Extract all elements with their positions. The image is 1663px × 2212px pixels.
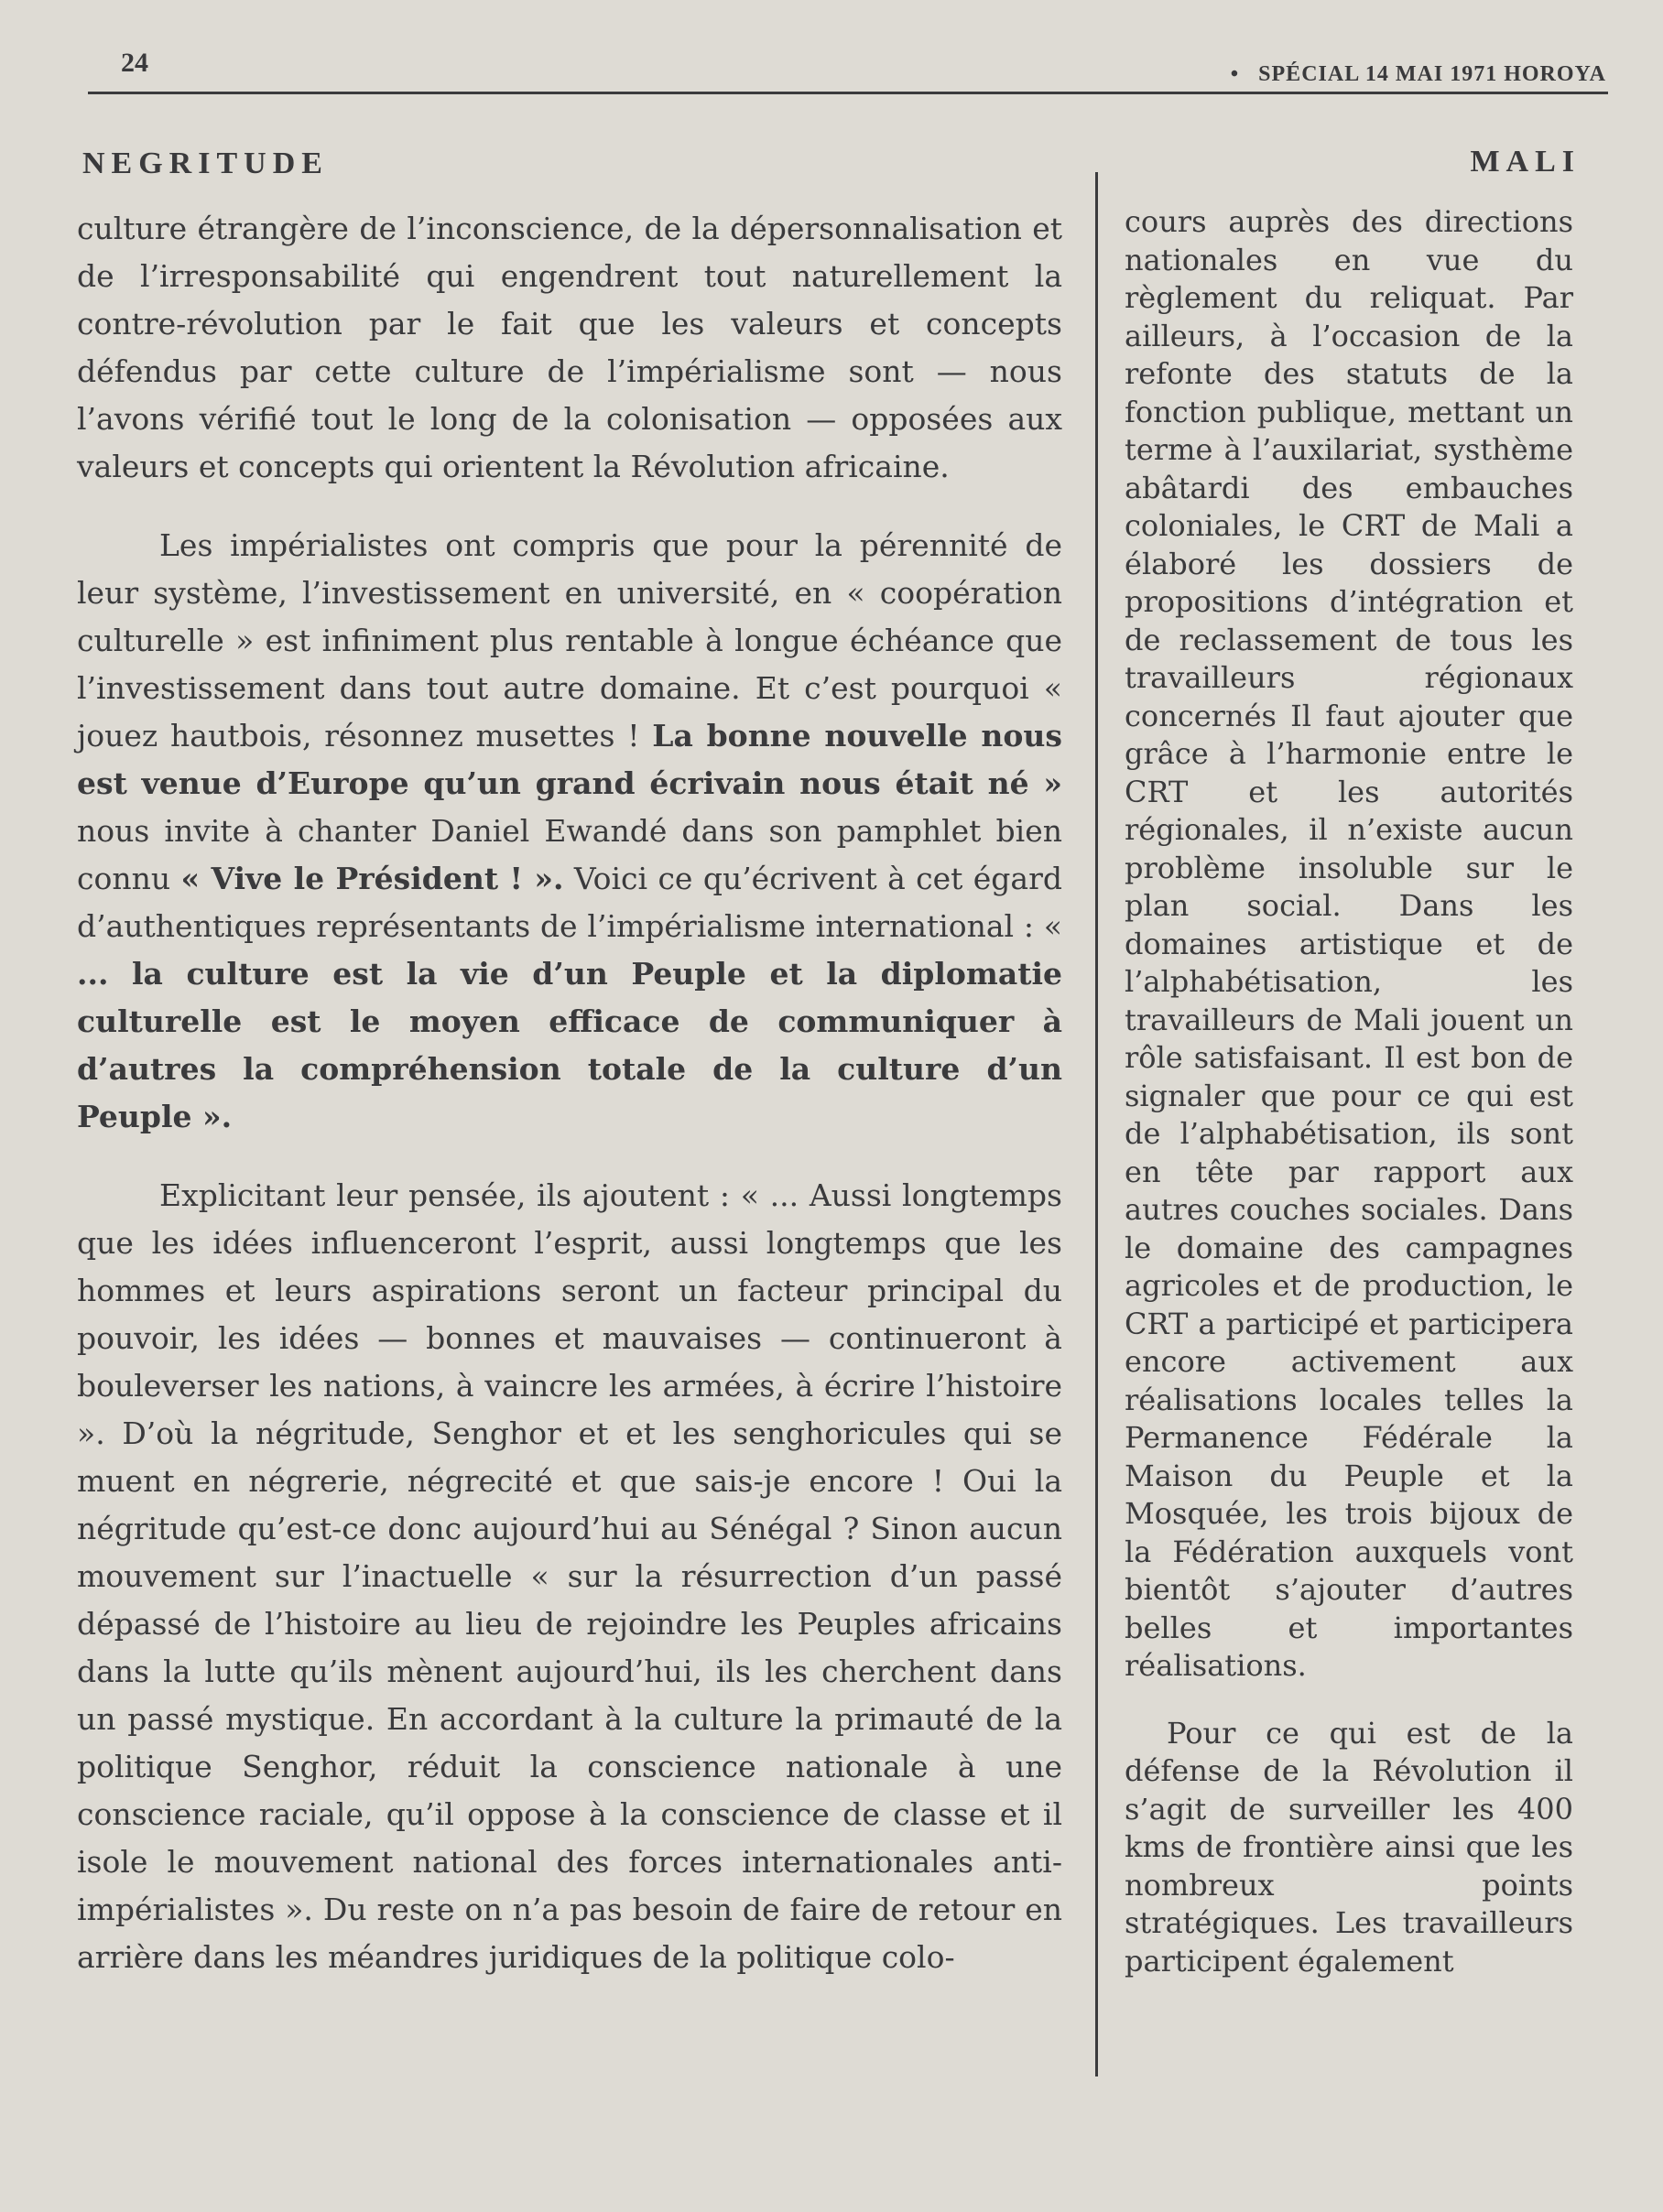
header-bullet: • <box>1230 62 1240 86</box>
paragraph-2-bold-quote-2: ... la culture est la vie d’un Peuple et la diplomatie culturelle est le moyen efficace de communiquer à d’autres la compréhension totale de la culture d’un Peuple ». <box>77 956 1062 1134</box>
header-rule <box>88 92 1608 94</box>
paragraph-3: Explicitant leur pensée, ils ajoutent : « ... Aussi longtemps que les idées influenceront l’esprit, aussi longtemps que les hommes et leurs aspirations seront un facteur principal du pouvoir, les idées — bonnes et mauvaises — continueront à bouleverser les nations, à vaincre les armées, à écrire l’histoire ». D’où la négritude, Senghor et et les senghoricules qui se muent en négrerie, négrecité et que sais-je encore ! Oui la négritude qu’est-ce donc aujourd’hui au Sénégal ? Sinon aucun mouvement sur l’inactuelle « sur la résurrection d’un passé dépassé de l’histoire au lieu de rejoindre les Peuples africains dans la lutte qu’ils mènent aujourd’hui, ils les cherchent dans un passé mystique. En accordant à la culture la primauté de la politique Senghor, réduit la conscience nationale à une conscience raciale, qu’il oppose à la conscience de classe et il isole le mouvement national des forces internationales anti-impérialistes ». Du reste on n’a pas besoin de faire de retour en arrière dans les méandres juridiques de la politique colo- <box>77 1177 1062 1975</box>
paragraph-2-bold-title: « Vive le Président ! ». <box>180 861 564 896</box>
section-title-mali: MALI <box>1470 145 1581 179</box>
paragraph-1: culture étrangère de l’inconscience, de la dépersonnalisation et de l’irresponsabilité qui engendrent tout naturellement la contre-révolution par le fait que les valeurs et concepts défendus par cette culture de l’impérialisme sont — nous l’avons vérifié tout le long de la colonisation — opposées aux valeurs et concepts qui orientent la Révolution africaine. <box>77 211 1062 484</box>
paragraph-2-part-c: nous invite à chanter Daniel Ewandé dans son pamphlet bien connu <box>77 813 1062 896</box>
paragraph-2-part-a: Les impérialistes ont compris que pour la pérennité de leur système, l’investissement en université, en « coopération culturelle » est infiniment plus rentable à longue échéance que l’investissement dans tout autre domaine. Et c’est pourquoi « jouez hautbois, résonnez musettes ! <box>77 527 1062 754</box>
column-divider <box>1095 172 1098 2076</box>
mali-paragraph-2: Pour ce qui est de la défense de la Révolution il s’agit de surveiller les 400 kms de frontière ainsi que les nombreux points stratégiques. Les travailleurs participent également <box>1125 1715 1573 1979</box>
paragraph-2-bold-quote-1: La bonne nouvelle nous est venue d’Europe qu’un grand écrivain nous était né » <box>77 718 1062 801</box>
paragraph-2-part-e: Voici ce qu’écrivent à cet égard d’authentiques représentants de l’impérialisme international : « <box>77 861 1062 944</box>
page-number: 24 <box>121 48 148 78</box>
running-header <box>1231 62 1606 87</box>
right-column <box>1125 203 1573 1980</box>
section-title-negritude: NEGRITUDE <box>82 146 329 180</box>
mali-paragraph-1: cours auprès des directions nationales en vue du règlement du reliquat. Par ailleurs, à l’occasion de la refonte des statuts de la fonction publique, mettant un terme à l’auxilariat, systhème abâtardi des embauches coloniales, le CRT de Mali a élaboré les dossiers de propositions d’intégration et de reclassement de tous les travailleurs régionaux concernés Il faut ajouter que grâce à l’harmonie entre le CRT et les autorités régionales, il n’existe aucun problème insoluble sur le plan social. Dans les domaines artistique et de l’alphabétisation, les travailleurs de Mali jouent un rôle satisfaisant. Il est bon de signaler que pour ce qui est de l’alphabétisation, ils sont en tête par rapport aux autres couches sociales. Dans le domaine des campagnes agricoles et de production, le CRT a participé et participera encore activement aux réalisations locales telles la Permanence Fédérale la Maison du Peuple et la Mosquée, les trois bijoux de la Fédération auxquels vont bientôt s’ajouter d’autres belles et importantes réalisations. <box>1125 204 1573 1683</box>
paragraph-2 <box>77 522 1062 1141</box>
left-column <box>77 205 1062 1981</box>
publication-title: SPÉCIAL 14 MAI 1971 HOROYA <box>1258 62 1606 86</box>
